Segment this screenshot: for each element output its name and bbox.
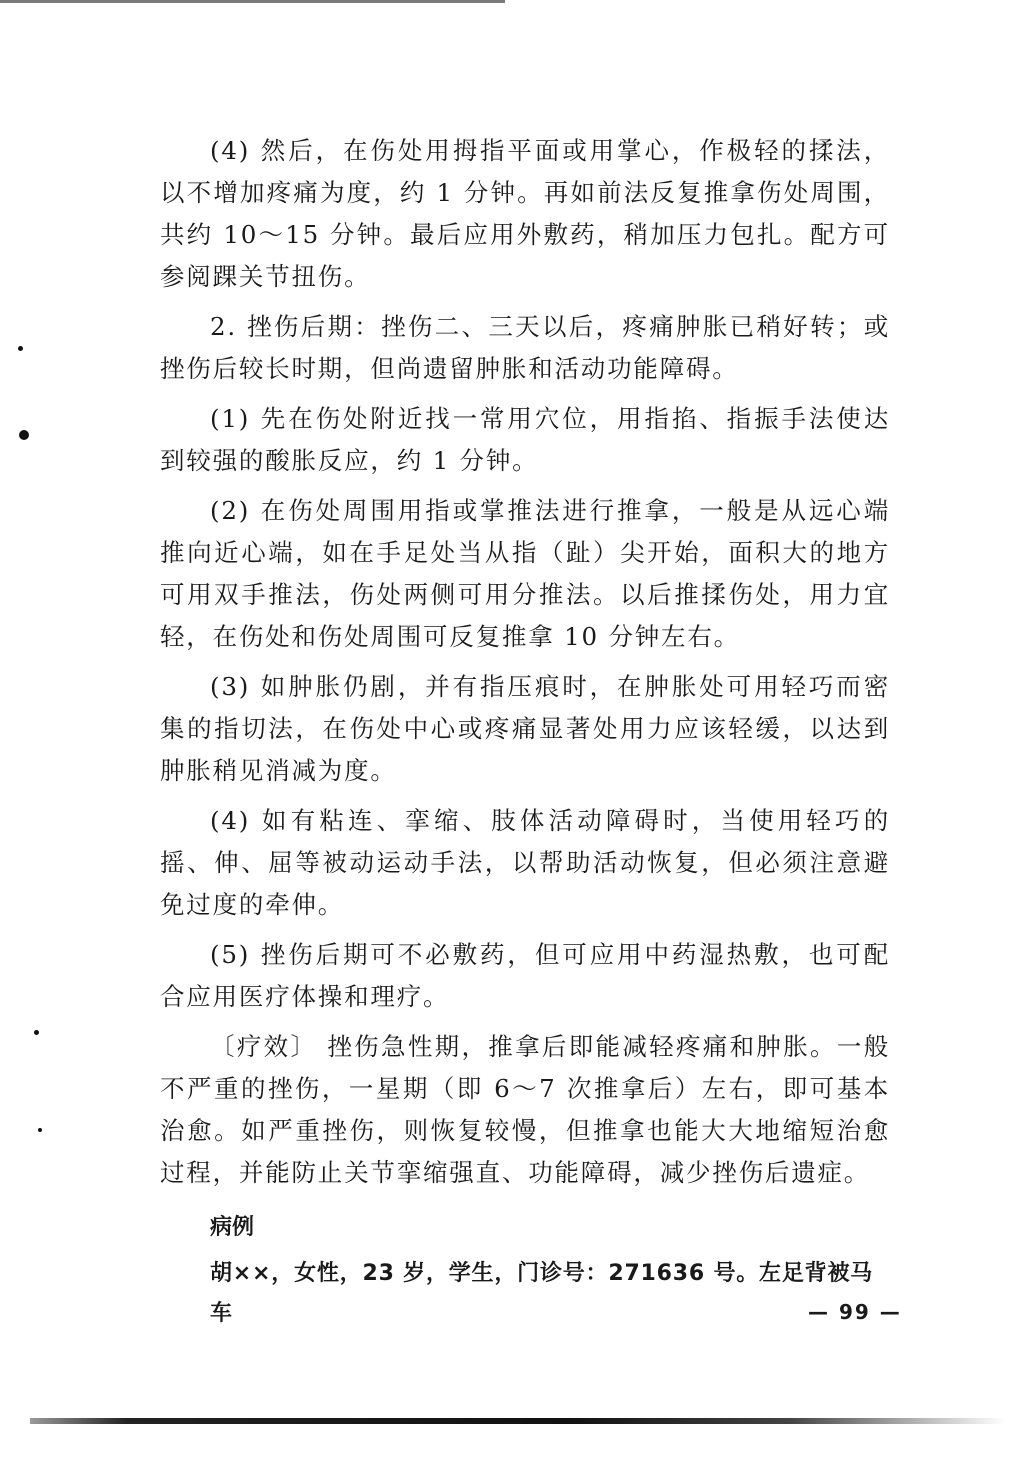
paragraph-step-2: (2) 在伤处周围用指或掌推法进行推拿，一般是从远心端推向近心端，如在手足处当从指（趾）尖开始，面积大的地方可用双手推法，伤处两侧可用分推法。以后推揉伤处，用力宜轻，在伤处和伤处周围可反复推拿 10 分钟左右。 — [160, 496, 890, 651]
page-number: — 99 — — [808, 1300, 902, 1324]
margin-speck — [18, 346, 23, 351]
margin-speck — [38, 1128, 42, 1132]
paragraph-step-4: (4) 如有粘连、挛缩、肢体活动障碍时，当使用轻巧的摇、伸、屈等被动运动手法，以帮助活动恢复，但必须注意避免过度的牵伸。 — [160, 806, 890, 919]
bottom-rule — [30, 1418, 1005, 1424]
paragraph-late-stage-intro: 2. 挫伤后期：挫伤二、三天以后，疼痛肿胀已稍好转；或挫伤后较长时期，但尚遗留肿胀和活动功能障碍。 — [160, 312, 890, 383]
page-body — [160, 130, 890, 1334]
case-line: 胡××，女性，23 岁，学生，门诊号：271636 号。左足背被马车 — [210, 1261, 874, 1326]
paragraph-efficacy: 〔疗效〕 挫伤急性期，推拿后即能减轻疼痛和肿胀。一般不严重的挫伤，一星期（即 6～7 次推拿后）左右，即可基本治愈。如严重挫伤，则恢复较慢，但推拿也能大大地缩短治愈过程，并能防止关节挛缩强直、功能障碍，减少挫伤后遗症。 — [160, 1032, 890, 1187]
case-heading: 病例 — [210, 1215, 255, 1240]
paragraph-step-1: (1) 先在伤处附近找一常用穴位，用指掐、指振手法使达到较强的酸胀反应，约 1 分钟。 — [160, 404, 890, 475]
paragraph-step-4-early: (4) 然后，在伤处用拇指平面或用掌心，作极轻的揉法，以不增加疼痛为度，约 1 分钟。再如前法反复推拿伤处周围，共约 10～15 分钟。最后应用外敷药，稍加压力包扎。配方可参阅踝关节扭伤。 — [160, 136, 890, 291]
top-rule — [0, 0, 505, 3]
paragraph-step-5: (5) 挫伤后期可不必敷药，但可应用中药湿热敷，也可配合应用医疗体操和理疗。 — [160, 940, 890, 1011]
margin-speck — [19, 430, 29, 440]
margin-speck — [34, 1030, 39, 1035]
paragraph-step-3: (3) 如肿胀仍剧，并有指压痕时，在肿胀处可用轻巧而密集的指切法，在伤处中心或疼痛显著处用力应该轻缓，以达到肿胀稍见消减为度。 — [160, 672, 890, 785]
